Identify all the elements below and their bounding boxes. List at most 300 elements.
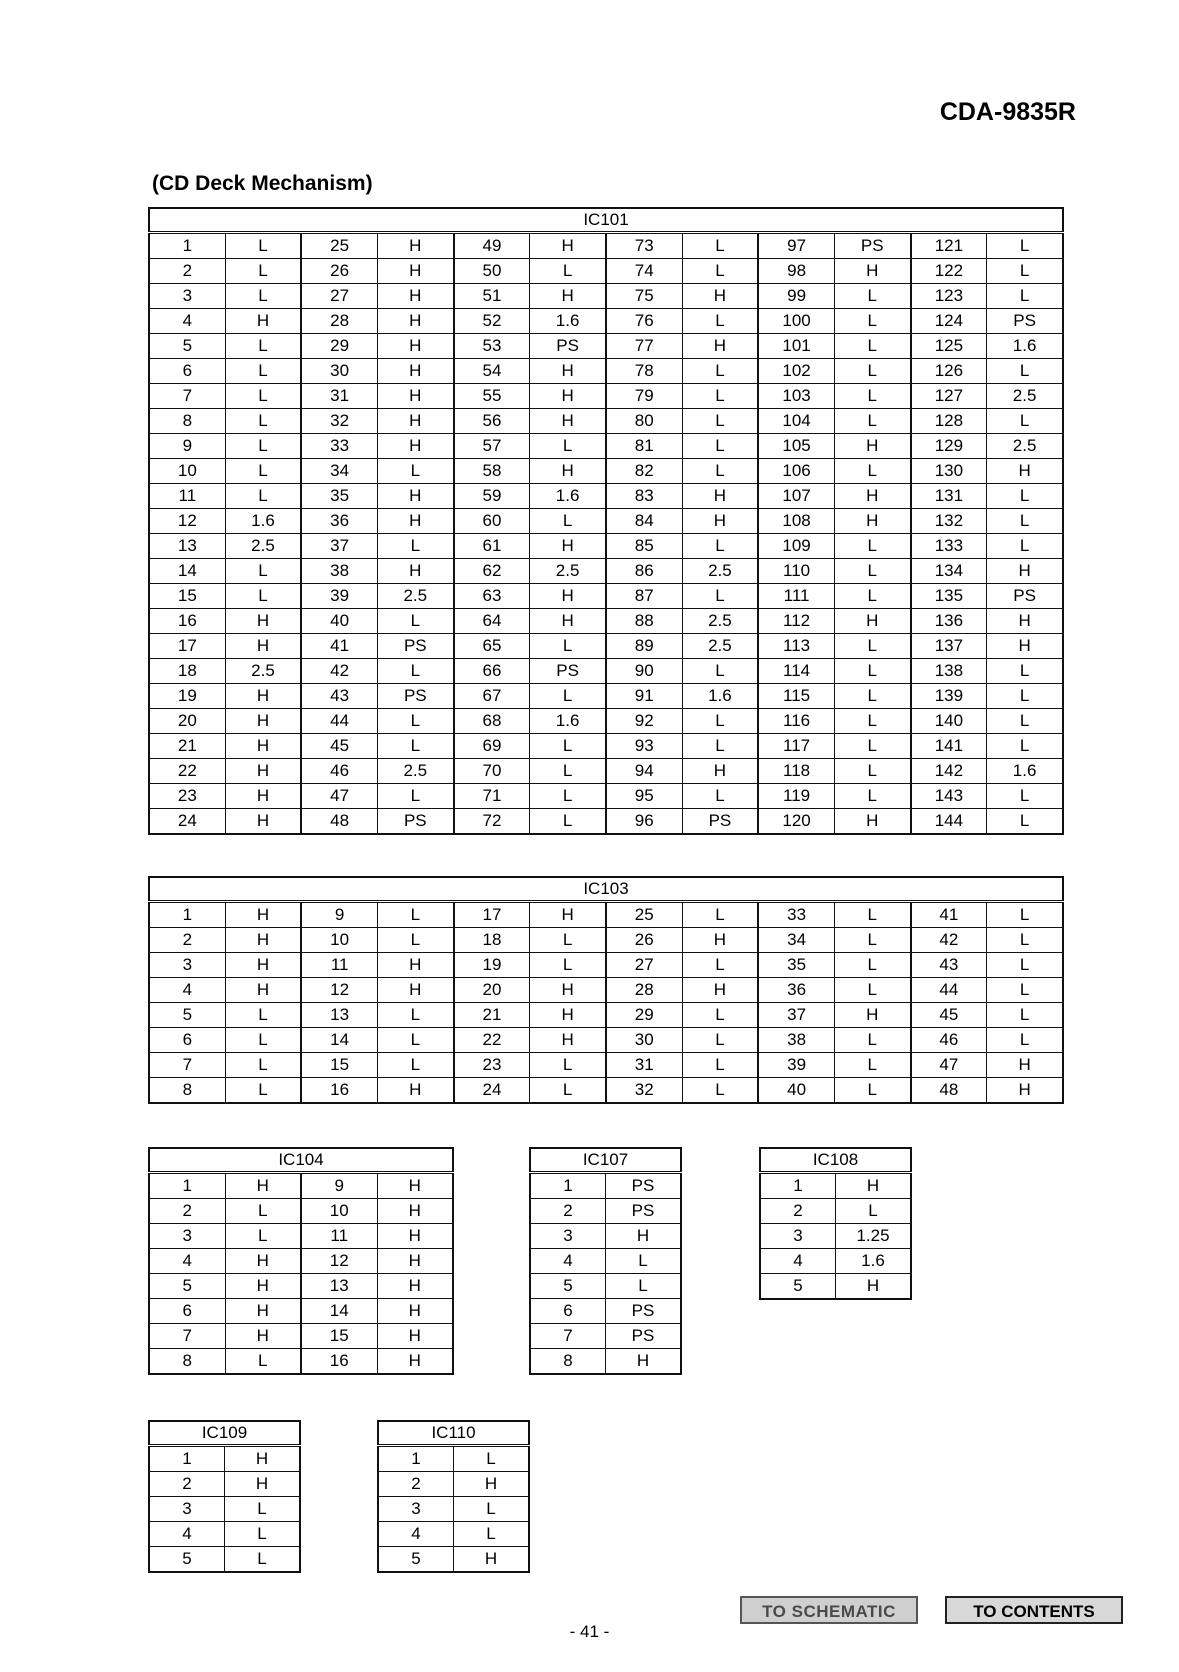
pin-number-cell: 44 <box>911 978 987 1003</box>
table-title-row <box>149 1148 453 1173</box>
pin-number-cell: 13 <box>301 1274 377 1299</box>
table-row <box>149 1324 453 1349</box>
table-row <box>149 1547 300 1573</box>
pin-voltage-cell: L <box>530 509 606 534</box>
pin-voltage-cell: L <box>225 1003 301 1028</box>
pin-number-cell: 106 <box>758 459 834 484</box>
pin-voltage-cell: H <box>530 1003 606 1028</box>
table-title-row <box>149 1421 300 1446</box>
pin-voltage-cell: L <box>530 1053 606 1078</box>
pin-number-cell: 110 <box>758 559 834 584</box>
table-row <box>530 1173 681 1199</box>
pin-number-cell: 124 <box>911 309 987 334</box>
pin-number-cell: 135 <box>911 584 987 609</box>
pin-voltage-cell: H <box>225 1173 301 1199</box>
pin-number-cell: 12 <box>301 978 377 1003</box>
pin-voltage-cell: H <box>530 359 606 384</box>
ic103-title: IC103 <box>149 877 1063 902</box>
pin-voltage-cell: 2.5 <box>377 759 453 784</box>
pin-voltage-cell: 2.5 <box>987 384 1063 409</box>
pin-number-cell: 16 <box>301 1078 377 1104</box>
pin-voltage-cell: L <box>682 902 758 928</box>
pin-number-cell: 25 <box>606 902 682 928</box>
pin-voltage-cell: PS <box>606 1173 682 1199</box>
table-row <box>149 1053 1063 1078</box>
table-row <box>149 1199 453 1224</box>
pin-voltage-cell: L <box>377 534 453 559</box>
pin-number-cell: 37 <box>758 1003 834 1028</box>
table-row <box>149 284 1063 309</box>
pin-voltage-cell: L <box>987 928 1063 953</box>
pin-voltage-cell: H <box>225 759 301 784</box>
pin-number-cell: 39 <box>758 1053 834 1078</box>
pin-number-cell: 69 <box>454 734 530 759</box>
pin-number-cell: 15 <box>149 584 225 609</box>
pin-voltage-cell: H <box>225 309 301 334</box>
pin-voltage-cell: L <box>987 734 1063 759</box>
pin-voltage-cell: L <box>834 459 910 484</box>
pin-number-cell: 9 <box>149 434 225 459</box>
pin-number-cell: 5 <box>378 1547 454 1573</box>
table-row <box>760 1274 911 1300</box>
pin-number-cell: 5 <box>760 1274 836 1300</box>
pin-number-cell: 66 <box>454 659 530 684</box>
pin-number-cell: 65 <box>454 634 530 659</box>
pin-voltage-cell: L <box>834 1053 910 1078</box>
pin-voltage-cell: L <box>682 534 758 559</box>
pin-voltage-cell: H <box>225 928 301 953</box>
pin-number-cell: 19 <box>149 684 225 709</box>
pin-number-cell: 11 <box>301 953 377 978</box>
pin-voltage-cell: L <box>682 1053 758 1078</box>
pin-number-cell: 68 <box>454 709 530 734</box>
pin-voltage-cell: L <box>225 284 301 309</box>
pin-number-cell: 19 <box>454 953 530 978</box>
pin-voltage-cell: L <box>225 334 301 359</box>
pin-number-cell: 34 <box>301 459 377 484</box>
pin-voltage-cell: 1.6 <box>987 759 1063 784</box>
pin-voltage-cell: L <box>987 233 1063 259</box>
pin-number-cell: 6 <box>149 359 225 384</box>
ic110-table <box>377 1420 530 1573</box>
table-title-row <box>149 208 1063 233</box>
pin-voltage-cell: PS <box>530 659 606 684</box>
pin-number-cell: 122 <box>911 259 987 284</box>
pin-number-cell: 4 <box>378 1522 454 1547</box>
pin-voltage-cell: H <box>682 334 758 359</box>
pin-number-cell: 4 <box>149 1522 225 1547</box>
pin-number-cell: 12 <box>149 509 225 534</box>
pin-number-cell: 75 <box>606 284 682 309</box>
pin-voltage-cell: L <box>834 684 910 709</box>
pin-number-cell: 10 <box>149 459 225 484</box>
pin-number-cell: 15 <box>301 1053 377 1078</box>
pin-voltage-cell: L <box>834 534 910 559</box>
pin-number-cell: 28 <box>301 309 377 334</box>
pin-number-cell: 2 <box>149 928 225 953</box>
pin-voltage-cell: H <box>987 1053 1063 1078</box>
pin-number-cell: 55 <box>454 384 530 409</box>
table-row <box>760 1224 911 1249</box>
pin-voltage-cell: L <box>682 584 758 609</box>
pin-number-cell: 130 <box>911 459 987 484</box>
pin-voltage-cell: L <box>834 734 910 759</box>
pin-number-cell: 97 <box>758 233 834 259</box>
pin-voltage-cell: 1.6 <box>225 509 301 534</box>
pin-number-cell: 11 <box>149 484 225 509</box>
table-row <box>149 259 1063 284</box>
pin-number-cell: 116 <box>758 709 834 734</box>
pin-voltage-cell: L <box>225 1522 301 1547</box>
table-row <box>149 1003 1063 1028</box>
pin-number-cell: 115 <box>758 684 834 709</box>
pin-voltage-cell: H <box>834 809 910 835</box>
pin-number-cell: 13 <box>149 534 225 559</box>
pin-number-cell: 45 <box>911 1003 987 1028</box>
pin-voltage-cell: L <box>225 459 301 484</box>
pin-number-cell: 67 <box>454 684 530 709</box>
pin-number-cell: 90 <box>606 659 682 684</box>
pin-number-cell: 60 <box>454 509 530 534</box>
pin-number-cell: 33 <box>301 434 377 459</box>
pin-voltage-cell: L <box>225 559 301 584</box>
pin-number-cell: 38 <box>301 559 377 584</box>
pin-number-cell: 33 <box>758 902 834 928</box>
pin-number-cell: 36 <box>758 978 834 1003</box>
pin-voltage-cell: H <box>530 409 606 434</box>
pin-voltage-cell: L <box>377 784 453 809</box>
pin-voltage-cell: L <box>530 784 606 809</box>
table-row <box>149 1249 453 1274</box>
pin-number-cell: 14 <box>301 1299 377 1324</box>
table-row <box>530 1299 681 1324</box>
pin-number-cell: 26 <box>301 259 377 284</box>
pin-number-cell: 63 <box>454 584 530 609</box>
table-row <box>149 359 1063 384</box>
pin-voltage-cell: H <box>225 953 301 978</box>
pin-voltage-cell: L <box>834 634 910 659</box>
pin-voltage-cell: H <box>377 434 453 459</box>
table-row <box>149 534 1063 559</box>
pin-voltage-cell: H <box>377 409 453 434</box>
pin-voltage-cell: L <box>834 384 910 409</box>
pin-voltage-cell: H <box>225 609 301 634</box>
pin-voltage-cell: H <box>377 484 453 509</box>
pin-number-cell: 42 <box>301 659 377 684</box>
pin-voltage-cell: H <box>377 559 453 584</box>
pin-voltage-cell: L <box>834 659 910 684</box>
pin-number-cell: 40 <box>301 609 377 634</box>
pin-number-cell: 57 <box>454 434 530 459</box>
pin-voltage-cell: 2.5 <box>225 534 301 559</box>
table-title-row <box>530 1148 681 1173</box>
pin-number-cell: 85 <box>606 534 682 559</box>
table-row <box>149 1497 300 1522</box>
pin-voltage-cell: L <box>682 233 758 259</box>
pin-number-cell: 39 <box>301 584 377 609</box>
pin-voltage-cell: H <box>225 734 301 759</box>
pin-voltage-cell: L <box>377 1003 453 1028</box>
pin-number-cell: 76 <box>606 309 682 334</box>
pin-voltage-cell: 2.5 <box>530 559 606 584</box>
table-row <box>149 484 1063 509</box>
pin-voltage-cell: PS <box>606 1324 682 1349</box>
pin-voltage-cell: H <box>377 284 453 309</box>
pin-voltage-cell: PS <box>987 309 1063 334</box>
pin-voltage-cell: L <box>834 409 910 434</box>
pin-number-cell: 23 <box>149 784 225 809</box>
pin-number-cell: 82 <box>606 459 682 484</box>
pin-voltage-cell: H <box>682 484 758 509</box>
pin-number-cell: 14 <box>301 1028 377 1053</box>
pin-number-cell: 22 <box>149 759 225 784</box>
pin-number-cell: 131 <box>911 484 987 509</box>
pin-voltage-cell: L <box>225 1349 301 1375</box>
pin-number-cell: 46 <box>911 1028 987 1053</box>
pin-voltage-cell: L <box>987 953 1063 978</box>
pin-number-cell: 125 <box>911 334 987 359</box>
pin-voltage-cell: L <box>834 334 910 359</box>
table-title-row <box>760 1148 911 1173</box>
pin-voltage-cell: H <box>377 978 453 1003</box>
to-contents-button[interactable]: TO CONTENTS <box>945 1596 1123 1624</box>
table-row <box>149 809 1063 835</box>
table-row <box>530 1349 681 1375</box>
table-title-row <box>378 1421 529 1446</box>
pin-voltage-cell: PS <box>606 1299 682 1324</box>
pin-voltage-cell: H <box>530 284 606 309</box>
pin-number-cell: 62 <box>454 559 530 584</box>
pin-voltage-cell: L <box>987 709 1063 734</box>
pin-voltage-cell: H <box>836 1173 912 1199</box>
pin-voltage-cell: L <box>225 584 301 609</box>
pin-number-cell: 9 <box>301 1173 377 1199</box>
table-row <box>378 1472 529 1497</box>
pin-voltage-cell: L <box>530 734 606 759</box>
section-title: (CD Deck Mechanism) <box>152 172 373 195</box>
pin-voltage-cell: 2.5 <box>682 609 758 634</box>
pin-voltage-cell: L <box>530 953 606 978</box>
pin-voltage-cell: H <box>225 1249 301 1274</box>
pin-number-cell: 99 <box>758 284 834 309</box>
pin-voltage-cell: L <box>530 759 606 784</box>
pin-number-cell: 133 <box>911 534 987 559</box>
pin-voltage-cell: L <box>530 634 606 659</box>
pin-voltage-cell: L <box>987 534 1063 559</box>
pin-number-cell: 11 <box>301 1224 377 1249</box>
pin-voltage-cell: L <box>225 384 301 409</box>
table-row <box>149 459 1063 484</box>
pin-voltage-cell: PS <box>606 1199 682 1224</box>
pin-number-cell: 79 <box>606 384 682 409</box>
pin-number-cell: 144 <box>911 809 987 835</box>
pin-voltage-cell: L <box>225 1053 301 1078</box>
pin-voltage-cell: L <box>834 978 910 1003</box>
table-row <box>530 1324 681 1349</box>
table-row <box>149 684 1063 709</box>
ic108-title: IC108 <box>760 1148 911 1173</box>
pin-number-cell: 1 <box>149 1446 225 1472</box>
pin-voltage-cell: 1.6 <box>530 709 606 734</box>
pin-voltage-cell: L <box>987 359 1063 384</box>
pin-number-cell: 3 <box>378 1497 454 1522</box>
pin-number-cell: 24 <box>454 1078 530 1104</box>
pin-voltage-cell: H <box>836 1274 912 1300</box>
table-row <box>149 609 1063 634</box>
pin-number-cell: 6 <box>530 1299 606 1324</box>
pin-voltage-cell: L <box>682 784 758 809</box>
pin-number-cell: 107 <box>758 484 834 509</box>
pin-voltage-cell: L <box>530 684 606 709</box>
pin-voltage-cell: H <box>377 1274 453 1299</box>
pin-number-cell: 140 <box>911 709 987 734</box>
pin-number-cell: 24 <box>149 809 225 835</box>
table-row <box>760 1249 911 1274</box>
pin-voltage-cell: L <box>530 259 606 284</box>
pin-number-cell: 3 <box>760 1224 836 1249</box>
pin-voltage-cell: L <box>987 809 1063 835</box>
pin-number-cell: 2 <box>149 259 225 284</box>
pin-voltage-cell: H <box>225 978 301 1003</box>
pin-voltage-cell: L <box>377 928 453 953</box>
ic107-title: IC107 <box>530 1148 681 1173</box>
ic101-table <box>148 207 1064 835</box>
pin-number-cell: 51 <box>454 284 530 309</box>
pin-voltage-cell: L <box>834 759 910 784</box>
pin-voltage-cell: L <box>682 734 758 759</box>
pin-voltage-cell: PS <box>530 334 606 359</box>
pin-number-cell: 86 <box>606 559 682 584</box>
pin-number-cell: 26 <box>606 928 682 953</box>
table-row <box>149 902 1063 928</box>
pin-voltage-cell: L <box>530 928 606 953</box>
pin-number-cell: 49 <box>454 233 530 259</box>
pin-voltage-cell: L <box>225 1547 301 1573</box>
pin-voltage-cell: H <box>377 509 453 534</box>
pin-number-cell: 45 <box>301 734 377 759</box>
pin-number-cell: 41 <box>301 634 377 659</box>
pin-number-cell: 91 <box>606 684 682 709</box>
pin-number-cell: 4 <box>149 309 225 334</box>
pin-voltage-cell: H <box>530 233 606 259</box>
pin-number-cell: 18 <box>149 659 225 684</box>
pin-voltage-cell: H <box>987 559 1063 584</box>
table-row <box>378 1547 529 1573</box>
pin-number-cell: 100 <box>758 309 834 334</box>
pin-number-cell: 38 <box>758 1028 834 1053</box>
pin-voltage-cell: L <box>225 434 301 459</box>
page-number: - 41 - <box>569 1622 610 1641</box>
table-row <box>149 1522 300 1547</box>
pin-voltage-cell: H <box>225 634 301 659</box>
pin-voltage-cell: L <box>377 709 453 734</box>
pin-number-cell: 5 <box>149 334 225 359</box>
pin-number-cell: 2 <box>149 1472 225 1497</box>
table-row <box>378 1497 529 1522</box>
pin-number-cell: 4 <box>530 1249 606 1274</box>
pin-number-cell: 8 <box>530 1349 606 1375</box>
pin-number-cell: 71 <box>454 784 530 809</box>
pin-voltage-cell: H <box>225 1274 301 1299</box>
pin-voltage-cell: L <box>682 359 758 384</box>
pin-number-cell: 48 <box>911 1078 987 1104</box>
pin-voltage-cell: L <box>834 1078 910 1104</box>
table-row <box>760 1199 911 1224</box>
pin-number-cell: 10 <box>301 1199 377 1224</box>
pin-voltage-cell: L <box>530 434 606 459</box>
pin-number-cell: 112 <box>758 609 834 634</box>
pin-number-cell: 56 <box>454 409 530 434</box>
pin-number-cell: 3 <box>149 284 225 309</box>
pin-number-cell: 1 <box>149 1173 225 1199</box>
pin-number-cell: 35 <box>758 953 834 978</box>
pin-voltage-cell: H <box>377 359 453 384</box>
pin-voltage-cell: 2.5 <box>682 559 758 584</box>
pin-number-cell: 7 <box>149 1324 225 1349</box>
pin-number-cell: 78 <box>606 359 682 384</box>
pin-number-cell: 114 <box>758 659 834 684</box>
pin-voltage-cell: H <box>530 978 606 1003</box>
pin-number-cell: 7 <box>530 1324 606 1349</box>
pin-voltage-cell: L <box>377 1028 453 1053</box>
pin-number-cell: 70 <box>454 759 530 784</box>
pin-number-cell: 29 <box>301 334 377 359</box>
pin-number-cell: 48 <box>301 809 377 835</box>
pin-number-cell: 6 <box>149 1299 225 1324</box>
table-row <box>149 334 1063 359</box>
pin-voltage-cell: H <box>377 953 453 978</box>
pin-voltage-cell: H <box>377 1249 453 1274</box>
pin-voltage-cell: L <box>377 609 453 634</box>
pin-number-cell: 37 <box>301 534 377 559</box>
pin-voltage-cell: H <box>530 384 606 409</box>
table-row <box>149 634 1063 659</box>
pin-number-cell: 142 <box>911 759 987 784</box>
pin-voltage-cell: H <box>834 609 910 634</box>
pin-number-cell: 52 <box>454 309 530 334</box>
pin-voltage-cell: L <box>530 809 606 835</box>
pin-voltage-cell: L <box>682 1028 758 1053</box>
pin-number-cell: 1 <box>149 233 225 259</box>
pin-number-cell: 73 <box>606 233 682 259</box>
pin-voltage-cell: L <box>987 509 1063 534</box>
pin-voltage-cell: L <box>606 1274 682 1299</box>
pin-voltage-cell: H <box>530 609 606 634</box>
table-row <box>530 1224 681 1249</box>
pin-voltage-cell: H <box>987 609 1063 634</box>
table-row <box>149 1224 453 1249</box>
pin-voltage-cell: H <box>987 1078 1063 1104</box>
table-row <box>149 1349 453 1375</box>
table-row <box>760 1173 911 1199</box>
pin-voltage-cell: L <box>987 659 1063 684</box>
table-row <box>378 1522 529 1547</box>
pin-voltage-cell: L <box>454 1497 530 1522</box>
pin-voltage-cell: L <box>682 1003 758 1028</box>
pin-voltage-cell: H <box>225 902 301 928</box>
pin-number-cell: 54 <box>454 359 530 384</box>
pin-voltage-cell: L <box>682 953 758 978</box>
pin-voltage-cell: L <box>682 434 758 459</box>
pin-voltage-cell: L <box>454 1522 530 1547</box>
pin-voltage-cell: L <box>987 1003 1063 1028</box>
pin-number-cell: 137 <box>911 634 987 659</box>
pin-number-cell: 127 <box>911 384 987 409</box>
pin-number-cell: 108 <box>758 509 834 534</box>
to-schematic-button[interactable]: TO SCHEMATIC <box>740 1596 918 1624</box>
table-row <box>149 1028 1063 1053</box>
table-row <box>149 559 1063 584</box>
